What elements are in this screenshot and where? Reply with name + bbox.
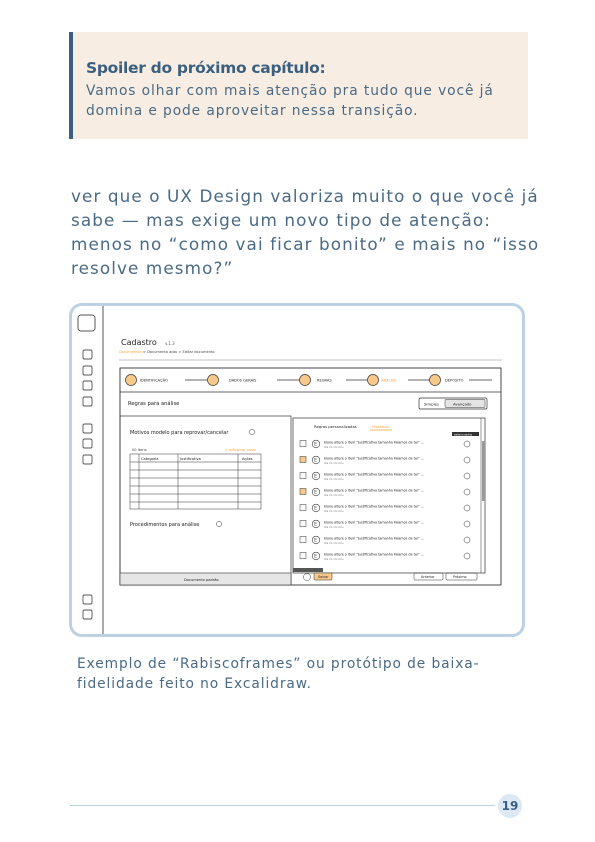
left-footer: Documento padrão [184,578,219,582]
rule-list-item [300,504,470,513]
svg-text:até 10 minutos: até 10 minutos [324,493,344,497]
svg-text:Elone altere o item “Justifica: Elone altere o item “Justificativa tamanho Falamos da tal” ... [324,440,424,445]
toolbar-icons [83,350,92,619]
step-label-4: ANÁLISE [381,378,397,383]
svg-text:até 10 minutos: até 10 minutos [324,557,344,561]
right-tab-2: Histórico [372,424,389,429]
callout-body: Vamos olhar com mais atenção pra tudo que você já domina e pode aproveitar nessa transição. [86,83,494,119]
svg-text:Elone altere o item “Justifica: Elone altere o item “Justificativa tamanho Falamos da tal” ... [324,536,424,541]
svg-text:E: E [314,441,317,447]
right-badge: selecionados [454,432,473,437]
svg-text:E: E [314,505,317,511]
step-indicator [126,375,493,386]
svg-text:E: E [314,553,317,559]
svg-text:Elone altere o item “Justifica: Elone altere o item “Justificativa tamanho Falamos da tal” ... [324,488,424,493]
wf-breadcrumb-rest: > Documento apto > Editar documento [143,350,215,354]
figure-caption: Exemplo de “Rabiscoframes” ou protótipo de baixa-fidelidade feito no Excalidraw. [77,656,480,692]
step-label-5: DEPÓSITO [445,378,464,383]
svg-text:E: E [314,457,317,463]
svg-text:até 10 minutos: até 10 minutos [324,445,344,449]
svg-text:Elone altere o item “Justifica: Elone altere o item “Justificativa tamanho Falamos da tal” ... [324,520,424,525]
step-label-3: REGRAS [317,378,332,383]
spoiler-callout [69,32,528,139]
footer-rule [70,805,495,806]
wf-version: v.1.3 [165,341,175,346]
svg-text:até 10 minutos: até 10 minutos [324,541,344,545]
rule-list [300,440,470,561]
rule-list-item [300,456,470,465]
callout-title: Spoiler do próximo capítulo: [86,59,326,77]
rule-list-item [300,552,470,561]
rule-list-item [300,440,470,449]
svg-text:E: E [314,489,317,495]
motivos-table [130,454,261,509]
add-link: + adicionar novo [225,448,256,452]
next-button-label: Próximo [453,575,467,579]
th-acoes: Ações [242,457,253,461]
svg-text:Elone altere o item “Justifica: Elone altere o item “Justificativa tamanho Falamos da tal” ... [324,472,424,477]
count-label: 00 itens [132,448,147,452]
svg-text:até 10 minutos: até 10 minutos [324,509,344,513]
toggle-simple: Simples [424,401,439,407]
step-label-2: DADOS GERAIS [229,378,257,383]
wireframe-figure [69,303,525,637]
rule-list-item [300,488,470,497]
svg-text:E: E [314,521,317,527]
th-categoria: Categoria [141,457,159,461]
wireframe-sketch [72,306,522,634]
svg-text:E: E [314,537,317,543]
svg-text:Elone altere o item “Justifica: Elone altere o item “Justificativa tamanho Falamos da tal” ... [324,504,424,509]
prev-button-label: Anterior [421,575,435,579]
rule-list-item [300,472,470,481]
wf-breadcrumb-link: Documentos [119,350,142,354]
svg-text:E: E [314,473,317,479]
select-button-label: Salvar [318,575,329,579]
rule-list-item [300,520,470,529]
svg-text:até 10 minutos: até 10 minutos [324,525,344,529]
left-heading: Motivos modelo para reprovar/cancelar [130,430,229,436]
toggle-advanced: Avançado [453,401,472,407]
right-tab-1: Regras personalizadas [314,424,357,429]
wf-section-title: Regras para análise [128,401,180,407]
svg-text:Elone altere o item “Justifica: Elone altere o item “Justificativa tamanho Falamos da tal” ... [324,456,424,461]
procedures-heading: Procedimentos para análise [130,522,200,528]
svg-text:até 10 minutos: até 10 minutos [324,477,344,481]
page-number: 19 [498,794,522,818]
svg-text:até 10 minutos: até 10 minutos [324,461,344,465]
svg-text:Elone altere o item “Justifica: Elone altere o item “Justificativa tamanho Falamos da tal” ... [324,552,424,557]
rule-list-item [300,536,470,545]
wf-title: Cadastro [121,338,157,347]
step-label-1: IDENTIFICAÇÃO [140,378,168,383]
body-paragraph: ver que o UX Design valoriza muito o que você já sabe — mas exige um novo tipo de atenção: menos no “como vai ficar bonito” e mais no “isso resolve mesmo?” [71,186,540,278]
toolbar-icon-main [78,315,95,331]
th-justificativa: Justificativa [180,457,201,461]
